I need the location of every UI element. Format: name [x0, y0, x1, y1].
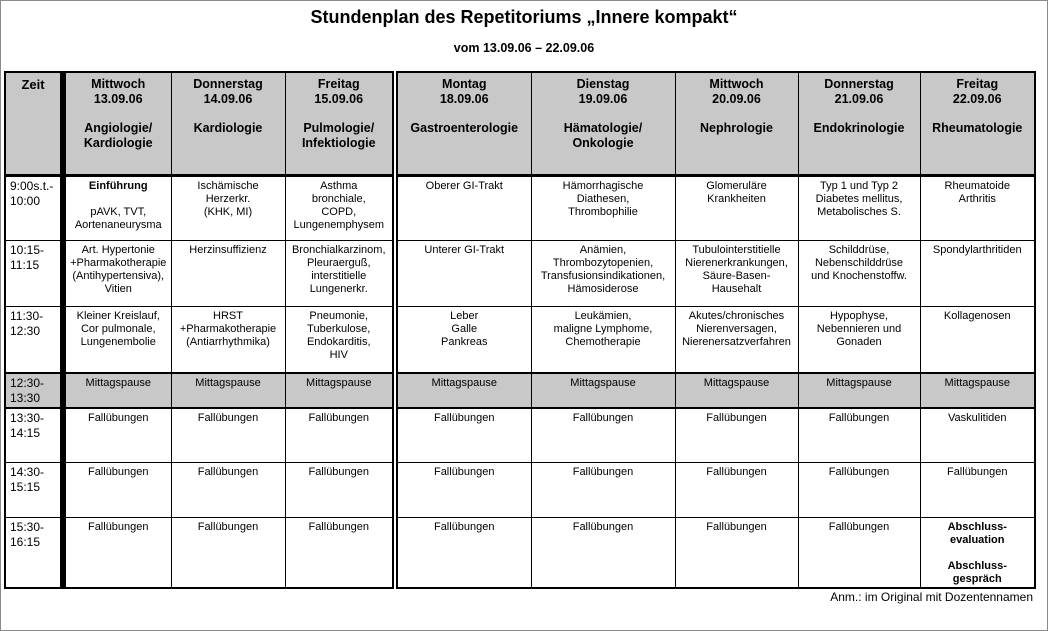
schedule-row: [5, 307, 1035, 373]
text-line: Fallübungen: [308, 411, 370, 424]
header-spacer: [174, 107, 283, 121]
schedule-cell: [798, 408, 920, 463]
text-line: Endokarditis,: [306, 336, 371, 348]
text-line: Hämatologie/: [563, 121, 643, 135]
text-line: Spondylarthritiden: [932, 244, 1022, 256]
text-line: evaluation: [950, 534, 1005, 546]
text-line: Fallübungen: [946, 466, 1008, 478]
text-line: Rheumatoide: [944, 180, 1010, 192]
schedule-cell: [285, 518, 395, 589]
schedule-cell: [675, 408, 798, 463]
text-line: Kardiologie: [83, 136, 153, 150]
header-spacer: [801, 107, 918, 121]
time-cell: [5, 307, 63, 373]
text-line: 9:00s.t.-: [10, 179, 54, 193]
text-line: Asthma: [320, 180, 358, 192]
schedule-cell: [798, 241, 920, 307]
text-line: Onkologie: [572, 136, 634, 150]
schedule-cell: [675, 307, 798, 373]
text-line: Diabetes mellitus,: [815, 193, 903, 205]
schedule-cell: [285, 176, 395, 241]
text-line: Freitag: [956, 77, 999, 91]
text-line: Kleiner Kreislauf,: [76, 310, 160, 322]
text-line: 19.09.06: [578, 92, 628, 106]
text-line: Fallübungen: [197, 466, 259, 478]
text-line: Fallübungen: [87, 411, 149, 424]
schedule-cell: [395, 176, 531, 241]
text-line: Thrombozytopenien,: [552, 257, 654, 269]
schedule-cell: [395, 373, 531, 408]
schedule-cell: [63, 463, 171, 518]
day-header-18.09.06: [395, 72, 531, 176]
text-line: Fallübungen: [706, 521, 767, 533]
schedule-cell: [798, 463, 920, 518]
text-line: Pleuraerguß,: [306, 257, 371, 269]
text-line: Mittagspause: [826, 376, 892, 389]
text-line: HRST: [213, 310, 243, 322]
schedule-row: [5, 176, 1035, 241]
text-line: Mittwoch: [91, 77, 146, 91]
text-line: Abschluss-: [947, 521, 1007, 533]
text-line: Freitag: [317, 77, 360, 91]
schedule-cell: [531, 307, 675, 373]
text-line: Nierenersatzverfahren: [682, 336, 791, 348]
text-line: Art. Hypertonie: [81, 244, 155, 256]
text-line: 13:30-: [10, 410, 45, 425]
text-line: +Pharmakotherapie: [70, 257, 167, 269]
day-header-22.09.06: [920, 72, 1035, 176]
text-line: 15.09.06: [314, 92, 364, 106]
text-line: Mittagspause: [85, 376, 151, 389]
text-line: Fallübungen: [87, 466, 149, 478]
text-line: Kardiologie: [193, 121, 263, 135]
header-spacer: [68, 107, 169, 121]
schedule-cell: [920, 176, 1035, 241]
text-line: Krankheiten: [707, 193, 766, 205]
text-line: Ischämische: [197, 180, 259, 192]
text-line: Pneumonie,: [309, 310, 369, 322]
day-header-14.09.06: [171, 72, 285, 176]
schedule-cell: [675, 463, 798, 518]
schedule-cell: [395, 241, 531, 307]
schedule-cell: [171, 373, 285, 408]
text-line: 14.09.06: [203, 92, 253, 106]
text-line: Säure-Basen-: [702, 270, 771, 282]
text-line: Akutes/chronisches: [688, 310, 785, 322]
text-line: 16:15: [10, 535, 41, 549]
text-line: Transfusionsindikationen,: [540, 270, 666, 282]
time-cell: [5, 518, 63, 589]
schedule-cell: [531, 408, 675, 463]
day-header-20.09.06: [675, 72, 798, 176]
text-line: 21.09.06: [834, 92, 884, 106]
text-line: Rheumatologie: [932, 121, 1023, 135]
text-line: Fallübungen: [433, 411, 495, 424]
text-line: Glomeruläre: [706, 180, 767, 192]
text-line: Lungenemphysem: [293, 219, 384, 231]
text-line: Pulmologie/: [303, 121, 375, 135]
schedule-cell: [920, 373, 1035, 408]
text-line: 13.09.06: [93, 92, 143, 106]
schedule-cell: [171, 518, 285, 589]
text-line: HIV: [329, 349, 348, 361]
text-line: Leukämien,: [574, 310, 632, 322]
text-line: Anämien,: [579, 244, 627, 256]
text-line: 14:15: [10, 425, 41, 440]
text-line: (Antiarrhythmika): [186, 336, 270, 348]
text-line: Typ 1 und Typ 2: [819, 180, 899, 192]
schedule-cell: [531, 176, 675, 241]
schedule-cell: [675, 176, 798, 241]
text-line: Lungenerkr.: [309, 283, 368, 295]
schedule-cell: [63, 176, 171, 241]
text-line: pAVK, TVT,: [90, 206, 147, 218]
text-line: Tuberkulose,: [307, 323, 371, 335]
footnote: Anm.: im Original mit Dozentennamen: [830, 590, 1033, 604]
text-line: 15:30-: [10, 520, 45, 534]
schedule-cell: [798, 176, 920, 241]
schedule-row: [5, 241, 1035, 307]
text-line: Thrombophilie: [568, 206, 638, 218]
text-line: Mittwoch: [709, 77, 764, 91]
text-line: Mittagspause: [570, 376, 636, 389]
text-line: Metabolisches S.: [817, 206, 901, 218]
text-line: 22.09.06: [952, 92, 1002, 106]
text-line: +Pharmakotherapie: [179, 323, 277, 335]
schedule-cell: [798, 518, 920, 589]
schedule-cell: [285, 307, 395, 373]
time-cell: [5, 176, 63, 241]
text-line: Fallübungen: [197, 521, 259, 533]
text-line: Gastroenterologie: [410, 121, 519, 135]
time-column-header: Zeit: [5, 72, 63, 176]
text-line: 11:30-: [10, 309, 44, 323]
header-row: [5, 72, 1035, 176]
text-line: Fallübungen: [433, 466, 495, 478]
text-line: Nebennieren und: [816, 323, 902, 335]
text-line: und Knochenstoffw.: [811, 270, 907, 282]
page-title: Stundenplan des Repetitoriums „Innere kompakt“: [310, 7, 738, 27]
text-line: Vitien: [104, 283, 132, 295]
text-line: Donnerstag: [193, 77, 263, 91]
text-line: [68, 193, 169, 206]
text-line: 15:15: [10, 480, 41, 494]
text-line: interstitielle: [311, 270, 367, 282]
text-line: Fallübungen: [572, 466, 634, 478]
text-line: Chemotherapie: [565, 336, 641, 348]
schedule-cell: [798, 307, 920, 373]
text-line: Fallübungen: [308, 521, 370, 533]
text-line: Hämosiderose: [567, 283, 639, 295]
text-line: 13:30: [10, 390, 41, 405]
schedule-cell: [63, 373, 171, 408]
text-line: gespräch: [952, 573, 1002, 585]
time-cell: [5, 373, 63, 408]
schedule-cell: [171, 176, 285, 241]
time-cell: [5, 241, 63, 307]
schedule-cell: [63, 307, 171, 373]
text-line: Fallübungen: [197, 411, 259, 424]
header-spacer: [678, 107, 796, 121]
schedule-cell: [920, 307, 1035, 373]
text-line: Oberer GI-Trakt: [425, 180, 503, 192]
text-line: (KHK, MI): [203, 206, 253, 218]
text-line: Fallübungen: [828, 466, 890, 478]
text-line: Nephrologie: [700, 121, 773, 135]
text-line: Fallübungen: [572, 521, 634, 533]
text-line: Pankreas: [441, 336, 488, 348]
text-line: Vaskulitiden: [948, 411, 1007, 424]
schedule-cell: [798, 373, 920, 408]
text-line: Montag: [442, 77, 487, 91]
text-line: Galle: [451, 323, 478, 335]
text-line: Hausehalt: [711, 283, 762, 295]
text-line: Herzerkr.: [205, 193, 251, 205]
text-line: Dienstag: [576, 77, 630, 91]
text-line: Mittagspause: [703, 376, 770, 389]
text-line: bronchiale,: [311, 193, 366, 205]
schedule-cell: [285, 373, 395, 408]
text-line: Angiologie/: [84, 121, 153, 135]
text-line: Nebenschilddrüse: [814, 257, 904, 269]
schedule-cell: [675, 373, 798, 408]
schedule-cell: [531, 518, 675, 589]
schedule-row: [5, 463, 1035, 518]
text-line: Arthritis: [958, 193, 996, 205]
text-line: Einführung: [88, 180, 148, 192]
text-line: COPD,: [321, 206, 357, 218]
schedule-cell: [920, 518, 1035, 589]
schedule-cell: [171, 241, 285, 307]
schedule-cell: [63, 408, 171, 463]
text-line: Lungenembolie: [80, 336, 156, 348]
schedule-body: [5, 176, 1035, 589]
text-line: Fallübungen: [828, 521, 890, 533]
text-line: Nierenversagen,: [696, 323, 777, 335]
text-line: Unterer GI-Trakt: [424, 244, 505, 256]
text-line: Endokrinologie: [813, 121, 905, 135]
text-line: (Antihypertensiva),: [72, 270, 165, 282]
schedule-cell: [285, 241, 395, 307]
schedule-cell: [531, 373, 675, 408]
text-line: 12:30-: [10, 375, 45, 390]
text-line: 14:30-: [10, 465, 45, 479]
schedule-cell: [531, 463, 675, 518]
text-line: 18.09.06: [439, 92, 489, 106]
text-line: Tubulointerstitielle: [692, 244, 781, 256]
day-header-21.09.06: [798, 72, 920, 176]
schedule-cell: [285, 408, 395, 463]
text-line: Herzinsuffizienz: [189, 244, 267, 256]
text-line: Fallübungen: [572, 411, 634, 424]
text-line: Mittagspause: [431, 376, 497, 389]
text-line: Hypophyse,: [829, 310, 889, 322]
schedule-cell: [920, 408, 1035, 463]
schedule-table: [4, 71, 1036, 589]
schedule-cell: [395, 307, 531, 373]
text-line: 12:30: [10, 324, 41, 338]
text-line: Gonaden: [836, 336, 882, 348]
text-line: Donnerstag: [824, 77, 894, 91]
schedule-cell: [395, 463, 531, 518]
header-spacer: [534, 107, 673, 121]
text-line: Leber: [450, 310, 479, 322]
text-line: Fallübungen: [706, 466, 767, 478]
schedule-row: [5, 518, 1035, 589]
text-line: Cor pulmonale,: [80, 323, 156, 335]
text-line: [923, 547, 1033, 560]
header-spacer: [923, 107, 1033, 121]
text-line: 10:15-: [10, 243, 45, 257]
text-line: Diathesen,: [576, 193, 630, 205]
date-range-subtitle: vom 13.09.06 – 22.09.06: [453, 41, 595, 55]
text-line: 20.09.06: [712, 92, 761, 106]
day-header-15.09.06: [285, 72, 395, 176]
text-line: Fallübungen: [308, 466, 370, 478]
text-line: Infektiologie: [301, 136, 376, 150]
text-line: Kollagenosen: [943, 310, 1011, 322]
text-line: Fallübungen: [433, 521, 495, 533]
schedule-cell: [63, 518, 171, 589]
schedule-cell: [171, 463, 285, 518]
text-line: Schilddrüse,: [828, 244, 890, 256]
schedule-cell: [171, 307, 285, 373]
schedule-cell: [675, 241, 798, 307]
schedule-header: [5, 72, 1035, 176]
schedule-cell: [171, 408, 285, 463]
text-line: Fallübungen: [706, 411, 767, 424]
schedule-row: [5, 373, 1035, 408]
schedule-cell: [395, 408, 531, 463]
schedule-cell: [675, 518, 798, 589]
schedule-cell: [285, 463, 395, 518]
text-line: 10:00: [10, 194, 41, 208]
text-line: 11:15: [10, 258, 40, 272]
day-header-19.09.06: [531, 72, 675, 176]
schedule-row: [5, 408, 1035, 463]
schedule-cell: [395, 518, 531, 589]
text-line: Mittagspause: [306, 376, 372, 389]
schedule-cell: [531, 241, 675, 307]
text-line: Mittagspause: [195, 376, 261, 389]
text-line: Aortenaneurysma: [74, 219, 162, 231]
day-header-13.09.06: [63, 72, 171, 176]
header-spacer: [400, 107, 529, 121]
header-spacer: [288, 107, 391, 121]
text-line: Fallübungen: [87, 521, 149, 533]
text-line: Abschluss-: [947, 560, 1007, 572]
schedule-cell: [63, 241, 171, 307]
text-line: maligne Lymphome,: [553, 323, 653, 335]
schedule-cell: [920, 241, 1035, 307]
text-line: Nierenerkrankungen,: [685, 257, 788, 269]
text-line: Bronchialkarzinom,: [291, 244, 386, 256]
time-cell: [5, 408, 63, 463]
text-line: Fallübungen: [828, 411, 890, 424]
schedule-cell: [920, 463, 1035, 518]
text-line: Hämorrhagische: [562, 180, 644, 192]
text-line: Mittagspause: [944, 376, 1010, 389]
time-cell: [5, 463, 63, 518]
